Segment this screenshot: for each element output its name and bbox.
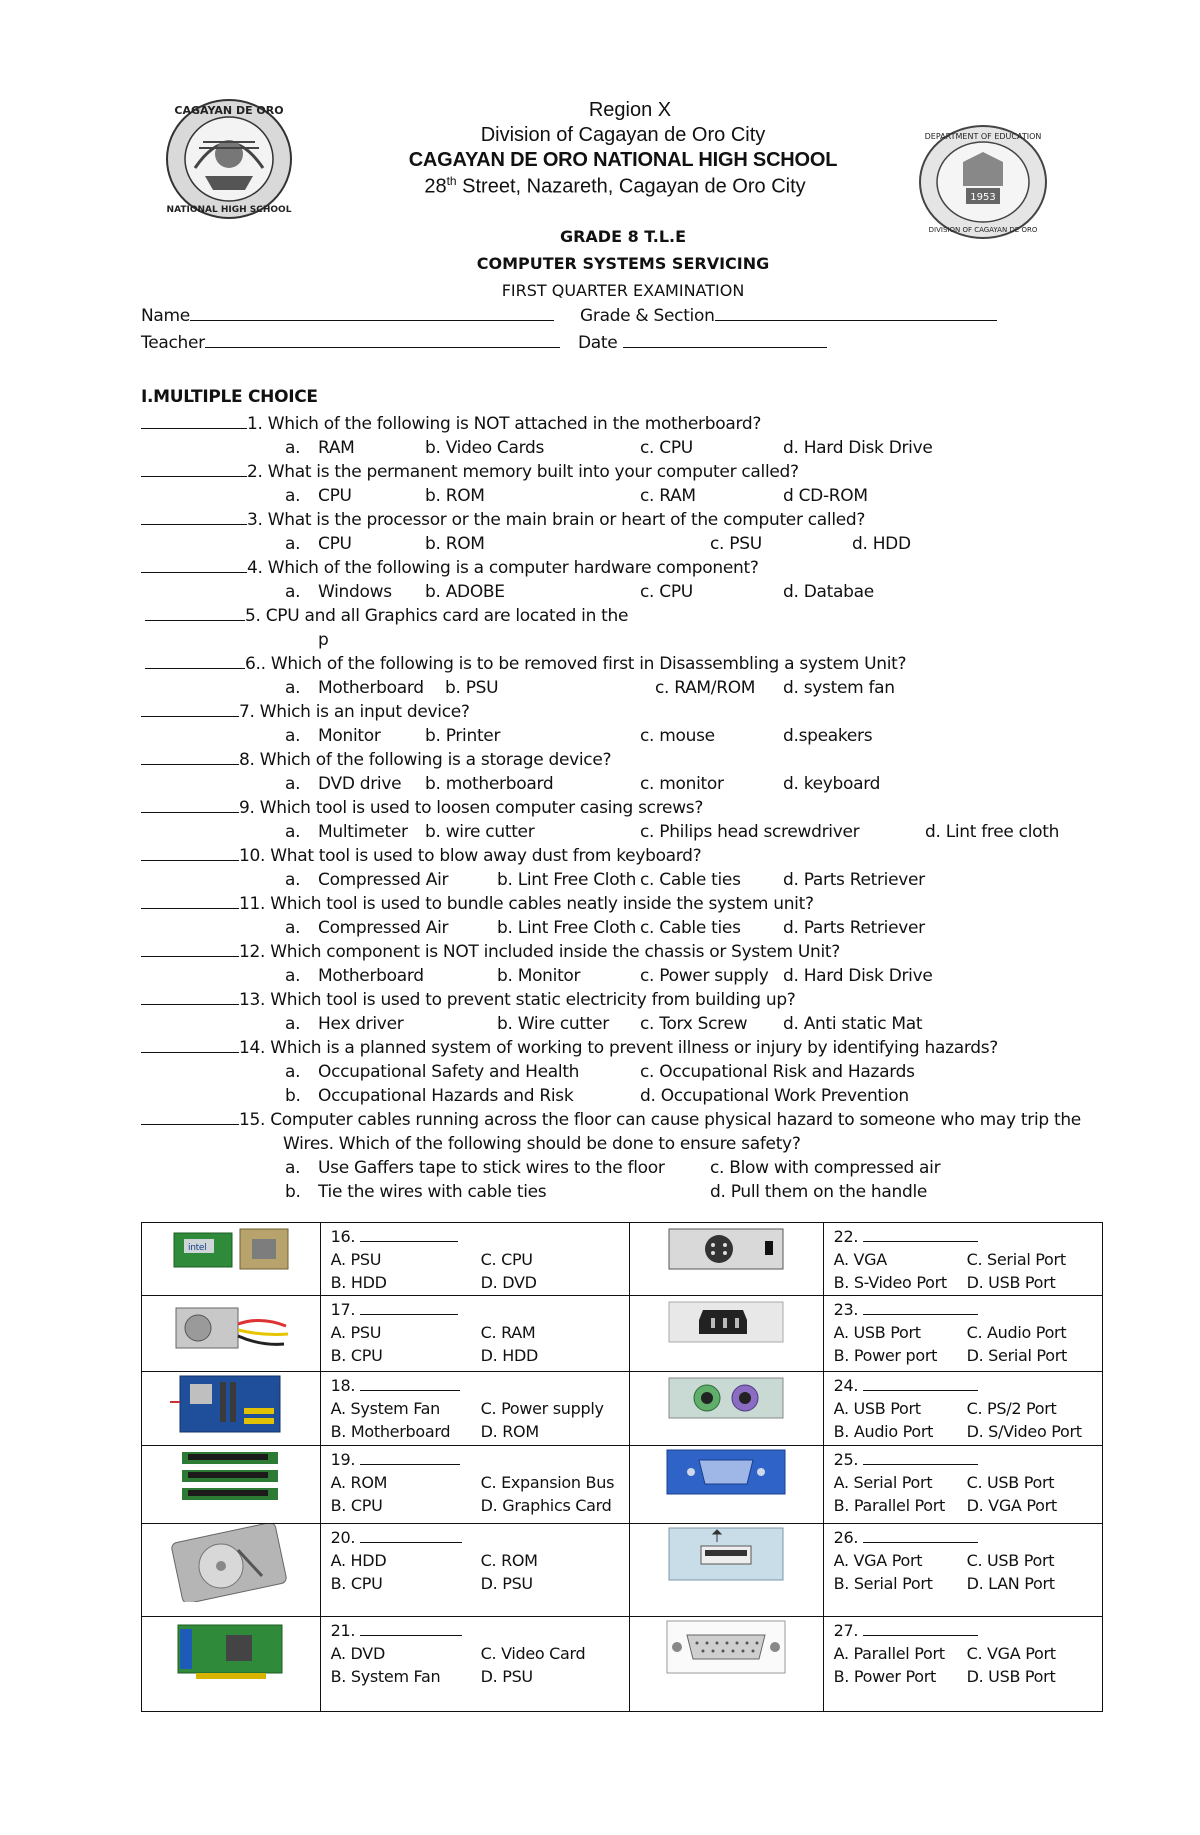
svg-text:intel: intel (187, 1243, 207, 1253)
school-name: CAGAYAN DE ORO NATIONAL HIGH SCHOOL (408, 149, 838, 171)
option: d. keyboard (783, 774, 881, 794)
choice-c: C. PS/2 Port (966, 1399, 1057, 1418)
usb-port-picture (630, 1524, 824, 1617)
name-label: Name (141, 306, 190, 326)
option: Hex driver (318, 1014, 404, 1034)
option: b. Wire cutter (497, 1014, 609, 1034)
picture-question (823, 1524, 1102, 1617)
picture-question-number (834, 1448, 1102, 1471)
choice-a: A. VGA (833, 1250, 887, 1269)
picture-question (320, 1372, 629, 1446)
choice-c: C. RAM (480, 1323, 536, 1342)
choice-c: C. Video Card (480, 1644, 586, 1663)
number-label: 19. (330, 1450, 356, 1469)
choice-b: B. Serial Port (833, 1574, 933, 1593)
picture-question-number (331, 1374, 629, 1397)
option: d. Anti static Mat (783, 1014, 923, 1034)
option: b. ROM (425, 486, 485, 506)
option: c. Torx Screw (640, 1014, 748, 1034)
svg-text:CAGAYAN DE ORO: CAGAYAN DE ORO (174, 104, 284, 117)
answer-blank[interactable] (863, 1450, 978, 1465)
ps2-ports-icon (630, 1372, 823, 1424)
choice-d: D. USB Port (966, 1667, 1056, 1686)
option: d. Parts Retriever (783, 870, 925, 890)
option: Motherboard (318, 678, 424, 698)
question-3 (141, 510, 865, 530)
option: b. Video Cards (425, 438, 545, 458)
option: a. (285, 726, 301, 746)
choice-c: C. CPU (480, 1250, 533, 1269)
picture-question (823, 1446, 1102, 1524)
choice-b: B. CPU (330, 1574, 383, 1593)
table-row (142, 1372, 1103, 1446)
picture-question-number (331, 1225, 629, 1248)
option: a. (285, 1062, 301, 1082)
option: c. PSU (710, 534, 762, 554)
option: b. (285, 1086, 301, 1106)
option: b. motherboard (425, 774, 554, 794)
picture-question-table (141, 1222, 1103, 1712)
choice-a: A. System Fan (330, 1399, 440, 1418)
question-12 (141, 942, 840, 962)
option: Multimeter (318, 822, 408, 842)
teacher-blank[interactable] (205, 333, 560, 348)
grade-title: GRADE 8 T.L.E (559, 227, 687, 246)
option: DVD drive (318, 774, 402, 794)
option: b. wire cutter (425, 822, 535, 842)
answer-blank[interactable] (141, 750, 239, 765)
choice-d: D. Graphics Card (480, 1496, 612, 1515)
choice-d: D. PSU (480, 1574, 533, 1593)
name-field[interactable] (141, 306, 554, 326)
ps2-ports-picture (630, 1372, 824, 1446)
question-1 (141, 414, 761, 434)
option: b. Lint Free Cloth (497, 918, 637, 938)
school-address (15, 174, 1200, 199)
question-text-cont: Wires. Which of the following should be done to ensure safety? (283, 1134, 801, 1154)
option: c. Cable ties (640, 918, 741, 938)
answer-blank[interactable] (141, 942, 239, 957)
vga-port-picture (630, 1446, 824, 1524)
number-label: 23. (833, 1300, 859, 1319)
question-4 (141, 558, 759, 578)
answer-blank[interactable] (141, 990, 239, 1005)
picture-question-number (834, 1225, 1102, 1248)
date-blank[interactable] (623, 333, 827, 348)
hard-disk-icon (142, 1524, 320, 1602)
choice-a: A. USB Port (833, 1399, 921, 1418)
answer-blank[interactable] (360, 1621, 462, 1636)
question-text: 13. Which tool is used to prevent static electricity from building up? (239, 990, 796, 1010)
choice-b: B. CPU (330, 1496, 383, 1515)
option: a. (285, 534, 301, 554)
option: c. mouse (640, 726, 715, 746)
ram-modules-icon (142, 1446, 320, 1510)
teacher-label: Teacher (141, 333, 205, 353)
choice-d: D. PSU (480, 1667, 533, 1686)
option: d. Parts Retriever (783, 918, 925, 938)
option: c. CPU (640, 438, 693, 458)
picture-question-number (331, 1619, 629, 1642)
option: c. RAM/ROM (655, 678, 756, 698)
option: Compressed Air (318, 918, 449, 938)
option: RAM (318, 438, 355, 458)
answer-blank[interactable] (145, 654, 245, 669)
option: c. Philips head screwdriver (640, 822, 860, 842)
question-7 (141, 702, 470, 722)
choice-a: A. USB Port (833, 1323, 921, 1342)
table-row (142, 1524, 1103, 1617)
answer-blank[interactable] (141, 798, 239, 813)
option: Monitor (318, 726, 381, 746)
option: c. Occupational Risk and Hazards (640, 1062, 915, 1082)
number-label: 21. (330, 1621, 356, 1640)
date-label: Date (578, 333, 618, 353)
option: c. monitor (640, 774, 724, 794)
choice-c: C. USB Port (966, 1473, 1055, 1492)
option: a. (285, 678, 301, 698)
option: b. (285, 1182, 301, 1202)
option: d. Occupational Work Prevention (640, 1086, 909, 1106)
table-row (142, 1223, 1103, 1296)
option: Use Gaffers tape to stick wires to the floor (318, 1158, 665, 1178)
motherboard-icon (142, 1372, 320, 1434)
choice-b: B. Parallel Port (833, 1496, 946, 1515)
question-13 (141, 990, 796, 1010)
choice-b: B. Motherboard (330, 1422, 451, 1441)
choice-b: B. System Fan (330, 1667, 441, 1686)
choice-b: B. HDD (330, 1273, 387, 1292)
choice-d: D. LAN Port (966, 1574, 1055, 1593)
option: b. Printer (425, 726, 501, 746)
question-text: 12. Which component is NOT included inside the chassis or System Unit? (239, 942, 840, 962)
option: d. Lint free cloth (925, 822, 1060, 842)
option: c. Power supply (640, 966, 769, 986)
question-15 (141, 1110, 1081, 1130)
svg-text:DEPARTMENT OF EDUCATION: DEPARTMENT OF EDUCATION (924, 132, 1042, 141)
answer-blank[interactable] (141, 1038, 239, 1053)
question-9 (141, 798, 703, 818)
option: Windows (318, 582, 392, 602)
answer-blank[interactable] (141, 1110, 239, 1125)
svideo-port-picture (630, 1223, 824, 1296)
option: a. (285, 1158, 301, 1178)
address-number: 28 (424, 175, 447, 198)
picture-question (823, 1296, 1102, 1372)
video-card-picture (142, 1617, 321, 1712)
choice-a: A. DVD (330, 1644, 385, 1663)
power-port-picture (630, 1296, 824, 1372)
parallel-port-icon (630, 1617, 823, 1677)
option: a. (285, 486, 301, 506)
choice-c: C. Serial Port (966, 1250, 1066, 1269)
video-card-icon (142, 1617, 320, 1687)
picture-question (320, 1296, 629, 1372)
option: a. (285, 966, 301, 986)
option: b. PSU (445, 678, 499, 698)
usb-port-icon (630, 1524, 823, 1584)
choice-a: A. VGA Port (833, 1551, 923, 1570)
cpu-chip-picture (142, 1223, 321, 1296)
answer-blank[interactable] (145, 606, 245, 621)
answer-blank[interactable] (360, 1528, 462, 1543)
option: d CD-ROM (783, 486, 868, 506)
option: d. Databae (783, 582, 874, 602)
option: b. Lint Free Cloth (497, 870, 637, 890)
picture-question (823, 1223, 1102, 1296)
option: d. Hard Disk Drive (783, 438, 933, 458)
answer-blank[interactable] (863, 1376, 978, 1391)
question-text: 2. What is the permanent memory built into your computer called? (247, 462, 799, 482)
question-extra: p (318, 630, 329, 650)
option: a. (285, 822, 301, 842)
option: Tie the wires with cable ties (318, 1182, 547, 1202)
answer-blank[interactable] (360, 1376, 460, 1391)
answer-blank[interactable] (141, 894, 239, 909)
answer-blank[interactable] (141, 702, 239, 717)
option: b. ROM (425, 534, 485, 554)
option: a. (285, 870, 301, 890)
question-text: 14. Which is a planned system of working to prevent illness or injury by identifying hazards? (239, 1038, 998, 1058)
answer-blank[interactable] (141, 414, 247, 429)
choice-a: A. Parallel Port (833, 1644, 945, 1663)
answer-blank[interactable] (863, 1528, 978, 1543)
grade-section-label: Grade & Section (580, 306, 715, 326)
choice-c: C. Power supply (480, 1399, 604, 1418)
power-port-icon (630, 1296, 823, 1348)
grade-section-field[interactable] (580, 306, 997, 326)
svg-text:1953: 1953 (970, 192, 996, 203)
choice-c: C. ROM (480, 1551, 538, 1570)
answer-blank[interactable] (141, 846, 239, 861)
option: b. ADOBE (425, 582, 505, 602)
choice-d: D. VGA Port (966, 1496, 1057, 1515)
question-text: 1. Which of the following is NOT attached in the motherboard? (247, 414, 762, 434)
svideo-port-icon (630, 1223, 823, 1275)
choice-a: A. PSU (330, 1250, 382, 1269)
question-text: 6.. Which of the following is to be removed first in Disassembling a system Unit? (245, 654, 907, 674)
picture-question-number (834, 1298, 1102, 1321)
section-title: I.MULTIPLE CHOICE (141, 387, 318, 407)
answer-blank[interactable] (141, 510, 247, 525)
choice-d: D. DVD (480, 1273, 537, 1292)
choice-a: A. ROM (330, 1473, 388, 1492)
option: a. (285, 774, 301, 794)
question-10 (141, 846, 701, 866)
region-line: Region X (588, 99, 672, 121)
option: d.speakers (783, 726, 873, 746)
option: d. HDD (852, 534, 911, 554)
address-rest: Street, Nazareth, Cagayan de Oro City (456, 175, 806, 198)
parallel-port-picture (630, 1617, 824, 1712)
answer-blank[interactable] (360, 1450, 460, 1465)
ram-modules-picture (142, 1446, 321, 1524)
name-blank[interactable] (190, 306, 554, 321)
choice-b: B. Power Port (833, 1667, 937, 1686)
number-label: 22. (833, 1227, 859, 1246)
option: Occupational Safety and Health (318, 1062, 580, 1082)
subject-title: COMPUTER SYSTEMS SERVICING (476, 254, 770, 273)
choice-a: A. HDD (330, 1551, 387, 1570)
choice-c: C. Audio Port (966, 1323, 1067, 1342)
address-suffix: th (446, 174, 457, 188)
question-5 (145, 606, 628, 626)
question-text: 5. CPU and all Graphics card are located in the (245, 606, 629, 626)
hard-disk-picture (142, 1524, 321, 1617)
choice-b: B. Audio Port (833, 1422, 934, 1441)
option: d. Pull them on the handle (710, 1182, 928, 1202)
question-8 (141, 750, 611, 770)
question-14 (141, 1038, 998, 1058)
number-label: 18. (330, 1376, 356, 1395)
division-line: Division of Cagayan de Oro City (480, 124, 766, 146)
table-row (142, 1296, 1103, 1372)
option: c. Blow with compressed air (710, 1158, 941, 1178)
choice-d: D. HDD (480, 1346, 538, 1365)
option: CPU (318, 486, 352, 506)
power-supply-icon (142, 1296, 320, 1356)
table-row (142, 1446, 1103, 1524)
question-2 (141, 462, 799, 482)
option: c. Cable ties (640, 870, 741, 890)
option: Compressed Air (318, 870, 449, 890)
question-text: 9. Which tool is used to loosen computer casing screws? (239, 798, 704, 818)
choice-c: C. VGA Port (966, 1644, 1056, 1663)
picture-question-number (834, 1374, 1102, 1397)
picture-question (320, 1223, 629, 1296)
choice-a: A. Serial Port (833, 1473, 933, 1492)
question-11 (141, 894, 814, 914)
number-label: 27. (833, 1621, 859, 1640)
question-text: 4. Which of the following is a computer hardware component? (247, 558, 759, 578)
choice-d: D. S/Video Port (966, 1422, 1082, 1441)
picture-question (823, 1617, 1102, 1712)
power-supply-picture (142, 1296, 321, 1372)
exam-title: FIRST QUARTER EXAMINATION (501, 281, 745, 300)
option: a. (285, 918, 301, 938)
choice-b: B. CPU (330, 1346, 383, 1365)
option: d. Hard Disk Drive (783, 966, 933, 986)
question-text: 8. Which of the following is a storage device? (239, 750, 612, 770)
picture-question-number (331, 1298, 629, 1321)
answer-blank[interactable] (863, 1300, 978, 1315)
answer-blank[interactable] (863, 1227, 978, 1242)
cpu-chip-icon (142, 1223, 320, 1275)
option: a. (285, 582, 301, 602)
picture-question-number (331, 1448, 629, 1471)
answer-blank[interactable] (360, 1300, 458, 1315)
choice-c: C. USB Port (966, 1551, 1055, 1570)
svg-text:NATIONAL HIGH SCHOOL: NATIONAL HIGH SCHOOL (166, 205, 292, 215)
date-field[interactable] (578, 333, 827, 353)
question-text: 7. Which is an input device? (239, 702, 470, 722)
number-label: 26. (833, 1528, 859, 1547)
option: c. RAM (640, 486, 696, 506)
choice-d: D. USB Port (966, 1273, 1056, 1292)
choice-c: C. Expansion Bus (480, 1473, 615, 1492)
number-label: 25. (833, 1450, 859, 1469)
picture-question-number (834, 1526, 1102, 1549)
number-label: 24. (833, 1376, 859, 1395)
grade-section-blank[interactable] (715, 306, 997, 321)
question-text: 3. What is the processor or the main brain or heart of the computer called? (247, 510, 866, 530)
answer-blank[interactable] (141, 462, 247, 477)
vga-port-icon (630, 1446, 823, 1498)
option: a. (285, 438, 301, 458)
option: Occupational Hazards and Risk (318, 1086, 574, 1106)
number-label: 20. (330, 1528, 356, 1547)
number-label: 16. (330, 1227, 356, 1246)
picture-question (320, 1524, 629, 1617)
picture-question (320, 1617, 629, 1712)
picture-question (320, 1446, 629, 1524)
teacher-field[interactable] (141, 333, 560, 353)
question-text: 10. What tool is used to blow away dust from keyboard? (239, 846, 702, 866)
answer-blank[interactable] (141, 558, 247, 573)
question-text: 15. Computer cables running across the floor can cause physical hazard to someone who may trip the (239, 1110, 1081, 1130)
answer-blank[interactable] (360, 1227, 458, 1242)
choice-d: D. ROM (480, 1422, 539, 1441)
table-row (142, 1617, 1103, 1712)
option: c. CPU (640, 582, 693, 602)
motherboard-picture (142, 1372, 321, 1446)
choice-a: A. PSU (330, 1323, 382, 1342)
choice-b: B. S-Video Port (833, 1273, 947, 1292)
picture-question-number (834, 1619, 1102, 1642)
question-6 (145, 654, 906, 674)
picture-question (823, 1372, 1102, 1446)
question-text: 11. Which tool is used to bundle cables neatly inside the system unit? (239, 894, 814, 914)
choice-d: D. Serial Port (966, 1346, 1067, 1365)
option: a. (285, 1014, 301, 1034)
option: b. Monitor (497, 966, 581, 986)
choice-b: B. Power port (833, 1346, 938, 1365)
option: CPU (318, 534, 352, 554)
svg-text:DIVISION OF CAGAYAN DE ORO: DIVISION OF CAGAYAN DE ORO (928, 226, 1038, 234)
picture-question-number (331, 1526, 629, 1549)
option: d. system fan (783, 678, 895, 698)
option: Motherboard (318, 966, 424, 986)
number-label: 17. (330, 1300, 356, 1319)
answer-blank[interactable] (863, 1621, 978, 1636)
